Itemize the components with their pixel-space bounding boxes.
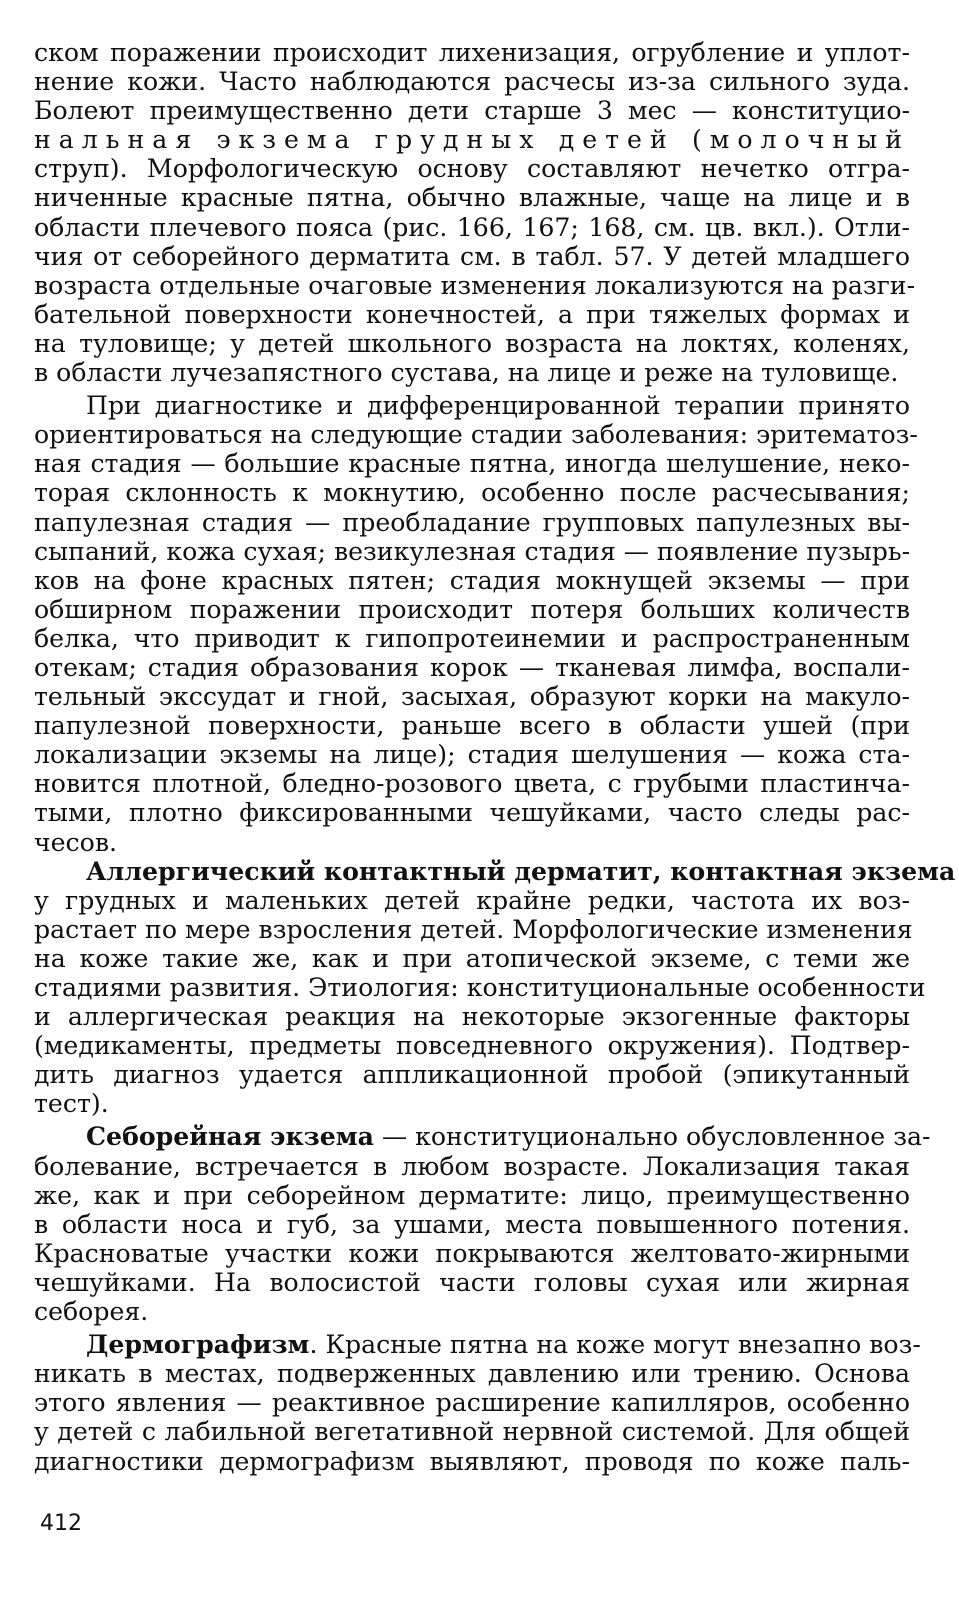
text-line: стадиями развития. Этиология: конституциональные особенности [34, 973, 926, 1002]
text-line: же, как и при себорейном дерматите: лицо, преимущественно [34, 1180, 910, 1210]
text-line-with-heading [34, 1121, 931, 1152]
text-line: (медикаменты, предметы повседневного окружения). Подтвер- [34, 1031, 910, 1061]
text-line: диагностики дермографизм выявляют, проводя по коже паль- [34, 1446, 910, 1476]
text-line: области плечевого пояса (рис. 166, 167; 168, см. цв. вкл.). Отли- [34, 212, 910, 242]
text-line: никать в местах, подверженных давлению или трению. Основа [34, 1359, 910, 1389]
text-line: Красноватые участки кожи покрываются желтовато-жирными [34, 1238, 910, 1268]
paragraph-eczema-continuation [34, 38, 916, 388]
section-heading: Дермографизм [86, 1329, 310, 1360]
text-run: — конституционально обусловленное за- [373, 1122, 931, 1152]
text-line: ков на фоне красных пятен; стадия мокнущей экземы — при [34, 565, 910, 595]
text-line-spaced: нальная экзема грудных детей (молочный [34, 125, 910, 155]
paragraph-contact-dermatitis [34, 855, 956, 1119]
text-run: . Красные пятна на коже могут внезапно воз- [309, 1330, 921, 1360]
text-line: отекам; стадия образования корок — тканевая лимфа, воспали- [34, 652, 910, 682]
text-line: дить диагноз удается аппликационной пробой (эпикутанный [34, 1060, 910, 1090]
text-line: и аллергическая реакция на некоторые экзогенные факторы [34, 1002, 910, 1032]
text-line: болевание, встречается в любом возрасте. Локализация такая [34, 1151, 910, 1181]
text-line: папулезной поверхности, раньше всего в области ушей (при [34, 711, 910, 741]
text-line: белка, что приводит к гипопротеинемии и распространенным [34, 623, 910, 653]
text-line: в области носа и губ, за ушами, места повышенного потения. [34, 1209, 910, 1239]
text-line: чешуйками. На волосистой части головы сухая или жирная [34, 1267, 910, 1297]
text-line: обширном поражении происходит потеря больших количеств [34, 594, 910, 624]
text-line: у детей с лабильной вегетативной нервной системой. Для общей [34, 1417, 910, 1447]
text-line-with-heading [34, 1329, 921, 1360]
text-line: торая склонность к мокнутию, особенно после расчесывания; [34, 478, 910, 508]
text-line: у грудных и маленьких детей крайне редки, частота их воз- [34, 885, 910, 915]
text-line: ная стадия — большие красные пятна, иногда шелушение, неко- [34, 449, 910, 479]
text-line: ориентироваться на следующие стадии заболевания: эритематоз- [34, 420, 918, 450]
text-line: растает по мере взросления детей. Морфологические изменения [34, 914, 913, 944]
text-line: возраста отдельные очаговые изменения локализуются на разги- [34, 270, 916, 300]
text-line: чесов. [34, 827, 118, 857]
text-line: на коже такие же, как и при атопической экземе, с теми же [34, 943, 910, 973]
text-line: новится плотной, бледно-розового цвета, с грубыми пластинча- [34, 769, 910, 799]
text-line: тыми, плотно фиксированными чешуйками, часто следы рас- [34, 798, 910, 828]
text-line: Болеют преимущественно дети старше 3 мес — конституцио- [34, 96, 910, 126]
text-line: При диагностике и дифференцированной терапии принято [86, 391, 910, 421]
section-heading: Себорейная экзема [86, 1121, 374, 1152]
text-line: этого явления — реактивное расширение капилляров, особенно [34, 1388, 910, 1418]
text-line: локализации экземы на лице); стадия шелушения — кожа ста- [34, 740, 910, 770]
text-line: бательной поверхности конечностей, а при тяжелых формах и [34, 299, 910, 329]
paragraph-dermographism [34, 1329, 921, 1476]
text-line: сыпаний, кожа сухая; везикулезная стадия — появление пузырь- [34, 536, 911, 566]
paragraph-stages [34, 391, 918, 857]
text-line: тельный экссудат и гной, засыхая, образуют корки на макуло- [34, 682, 910, 712]
paragraph-seborrheic-eczema [34, 1121, 931, 1327]
page-body [34, 38, 956, 1476]
text-line: в области лучезапястного сустава, на лице и реже на туловище. [34, 358, 899, 388]
text-line: тест). [34, 1089, 109, 1119]
text-line: на туловище; у детей школьного возраста на локтях, коленях, [34, 328, 910, 358]
text-line: себорея. [34, 1297, 149, 1327]
text-line: струп). Морфологическую основу составляют нечетко отгра- [34, 154, 910, 184]
text-line: нение кожи. Часто наблюдаются расчесы из-за сильного зуда. [34, 67, 910, 97]
text-line: папулезная стадия — преобладание групповых папулезных вы- [34, 507, 910, 537]
section-heading: Аллергический контактный дерматит, контактная экзема [86, 855, 956, 886]
text-line: чия от себорейного дерматита см. в табл. 57. У детей младшего [34, 241, 910, 271]
page-number: 412 [40, 1511, 82, 1536]
text-line: ском поражении происходит лихенизация, огрубление и уплот- [34, 38, 910, 67]
text-line: ниченные красные пятна, обычно влажные, чаще на лице и в [34, 183, 910, 213]
